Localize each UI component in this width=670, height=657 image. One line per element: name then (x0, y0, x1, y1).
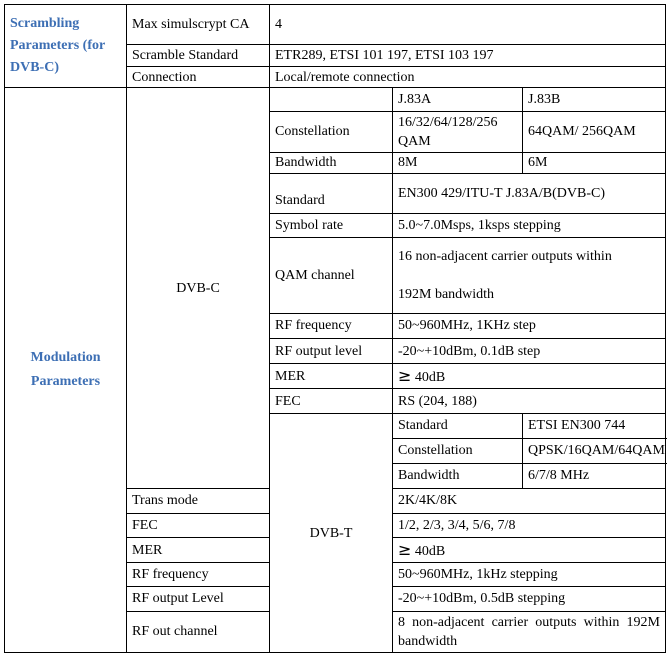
param-name: MER (270, 364, 393, 389)
param-value: ETSI EN300 744 (523, 414, 666, 438)
param-value: 6/7/8 MHz (523, 463, 666, 488)
qam-channel-line-1: 16 non-adjacent carrier outputs within (398, 249, 612, 265)
empty-header-cell (270, 88, 393, 111)
param-value: RS (204, 188) (393, 389, 666, 414)
param-value-j83a: 8M (393, 152, 523, 173)
modulation-section-label: Modulation Parameters (5, 88, 127, 653)
dvbc-label: DVB-C (127, 88, 270, 488)
dvbt-label: DVB-T (270, 414, 393, 653)
column-header-j83a: J.83A (393, 88, 523, 111)
table-row (5, 5, 666, 45)
greater-equal-symbol: ≥ (398, 365, 412, 385)
param-name: RF output level (270, 338, 393, 363)
table-row (5, 88, 666, 111)
param-value: -20~+10dBm, 0.5dB stepping (393, 587, 666, 611)
param-value: Local/remote connection (270, 67, 666, 88)
param-value: 8 non-adjacent carrier outputs within 192M bandwidth (393, 611, 666, 652)
mer-value: 40dB (414, 543, 446, 559)
param-name: Bandwidth (270, 152, 393, 173)
param-name: Bandwidth (393, 463, 523, 488)
param-name: Standard (270, 174, 393, 214)
param-value-j83a: 16/32/64/128/256 QAM (393, 111, 523, 152)
param-name: Constellation (270, 111, 393, 152)
param-value: EN300 429/ITU-T J.83A/B(DVB-C) (393, 174, 666, 214)
param-name: Scramble Standard (127, 45, 270, 67)
param-name: Trans mode (127, 488, 270, 513)
param-name: MER (127, 538, 270, 563)
param-name: FEC (270, 389, 393, 414)
param-name: RF frequency (127, 563, 270, 587)
column-header-j83b: J.83B (523, 88, 666, 111)
param-value: 5.0~7.0Msps, 1ksps stepping (393, 214, 666, 238)
param-name: Symbol rate (270, 214, 393, 238)
param-value: 4 (270, 5, 666, 45)
param-name: RF output Level (127, 587, 270, 611)
param-value: 50~960MHz, 1kHz stepping (393, 563, 666, 587)
param-value: 50~960MHz, 1KHz step (393, 313, 666, 338)
param-value (393, 238, 666, 313)
param-value: -20~+10dBm, 0.1dB step (393, 338, 666, 363)
param-value: 1/2, 2/3, 3/4, 5/6, 7/8 (393, 513, 666, 537)
param-name: Connection (127, 67, 270, 88)
param-value (393, 364, 666, 389)
greater-equal-symbol: ≥ (398, 539, 412, 559)
spec-table (4, 4, 666, 653)
param-value (393, 538, 666, 563)
param-name: Standard (393, 414, 523, 438)
param-name: QAM channel (270, 238, 393, 313)
param-name: FEC (127, 513, 270, 537)
param-name: Constellation (393, 438, 523, 463)
param-name: RF out channel (127, 611, 270, 652)
param-value-j83b: 64QAM/ 256QAM (523, 111, 666, 152)
scrambling-section-label: Scrambling Parameters (for DVB-C) (5, 5, 127, 88)
mer-value: 40dB (414, 369, 446, 385)
param-name: RF frequency (270, 313, 393, 338)
param-value-j83b: 6M (523, 152, 666, 173)
param-value: QPSK/16QAM/64QAM (523, 438, 666, 463)
param-value: ETR289, ETSI 101 197, ETSI 103 197 (270, 45, 666, 67)
param-name: Max simulscrypt CA (127, 5, 270, 45)
param-value: 2K/4K/8K (393, 488, 666, 513)
qam-channel-line-2: 192M bandwidth (398, 287, 495, 303)
